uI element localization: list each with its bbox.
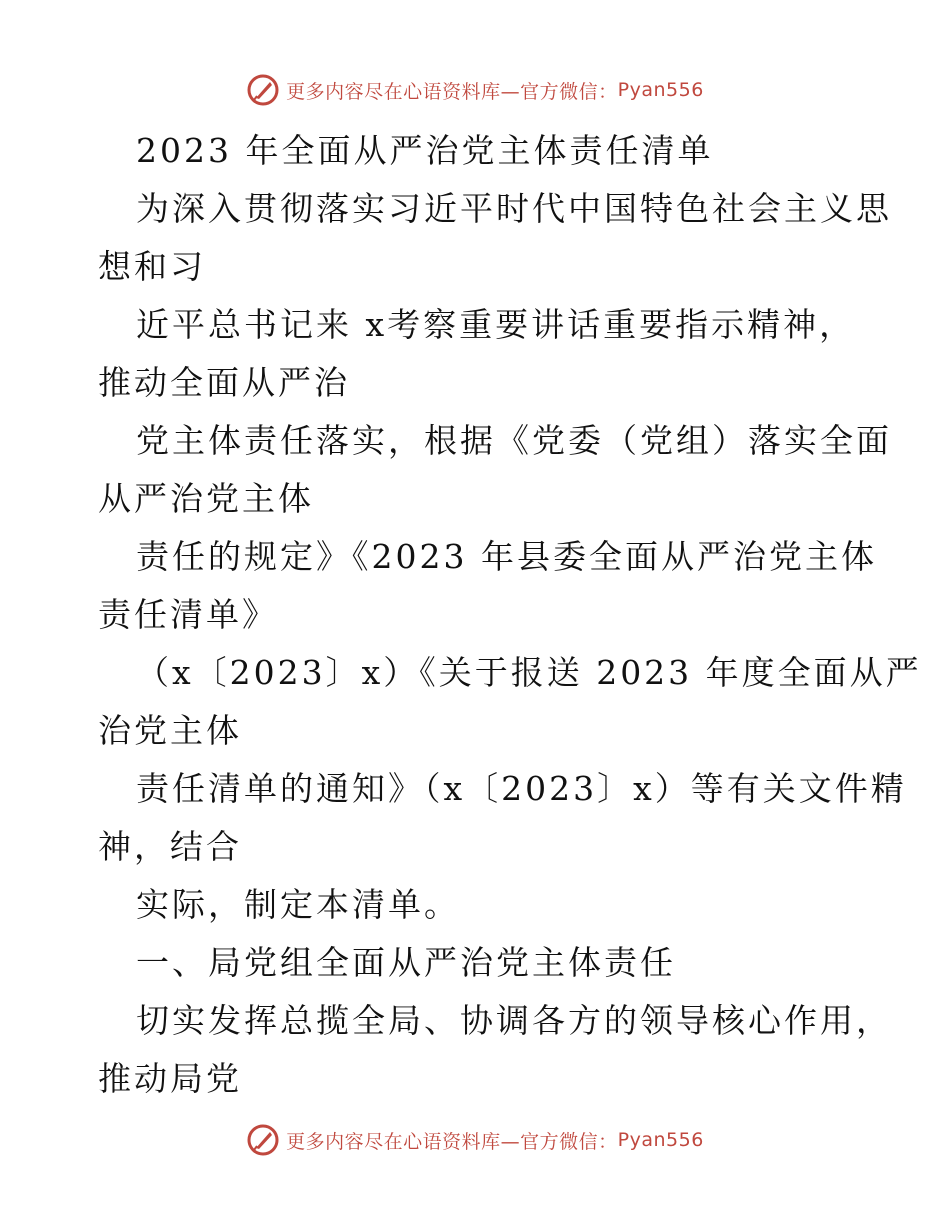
document-body bbox=[98, 122, 922, 1108]
paragraph-line: 治党主体 bbox=[98, 711, 242, 750]
paragraph-line: 想和习 bbox=[98, 247, 206, 286]
paragraph-line: 责任的规定》《2023 年县委全面从严治党主体 bbox=[136, 537, 877, 576]
paragraph-line: （x〔2023〕x）《关于报送 2023 年度全面从严 bbox=[136, 653, 922, 692]
paragraph-line: 为深入贯彻落实习近平时代中国特色社会主义思 bbox=[136, 189, 892, 228]
paragraph-line: 神，结合 bbox=[98, 827, 242, 866]
paragraph-line: 切实发挥总揽全局、协调各方的领导核心作用， bbox=[136, 1001, 892, 1040]
watermark-text: 更多内容尽在心语资料库—官方微信： bbox=[286, 1130, 618, 1153]
header-watermark bbox=[0, 68, 950, 112]
feather-pen-seal-icon bbox=[246, 73, 280, 107]
feather-pen-seal-icon bbox=[246, 1123, 280, 1157]
paragraph-line: 责任清单》 bbox=[98, 595, 278, 634]
paragraph-line: 从严治党主体 bbox=[98, 479, 314, 518]
paragraph-line: 责任清单的通知》（x〔2023〕x）等有关文件精 bbox=[136, 769, 907, 808]
watermark-text: 更多内容尽在心语资料库—官方微信： bbox=[286, 80, 618, 103]
paragraph-line: 推动局党 bbox=[98, 1059, 242, 1098]
section-heading: 一、局党组全面从严治党主体责任 bbox=[136, 943, 676, 982]
watermark-wechat-id: Pyan556 bbox=[617, 79, 704, 101]
paragraph-line: 党主体责任落实，根据《党委（党组）落实全面 bbox=[136, 421, 892, 460]
paragraph-line: 推动全面从严治 bbox=[98, 363, 350, 402]
watermark-wechat-id: Pyan556 bbox=[617, 1129, 704, 1151]
paragraph-line: 近平总书记来 x考察重要讲话重要指示精神， bbox=[136, 305, 856, 344]
footer-watermark bbox=[0, 1118, 950, 1162]
document-title: 2023 年全面从严治党主体责任清单 bbox=[136, 131, 714, 170]
paragraph-line: 实际，制定本清单。 bbox=[136, 885, 460, 924]
